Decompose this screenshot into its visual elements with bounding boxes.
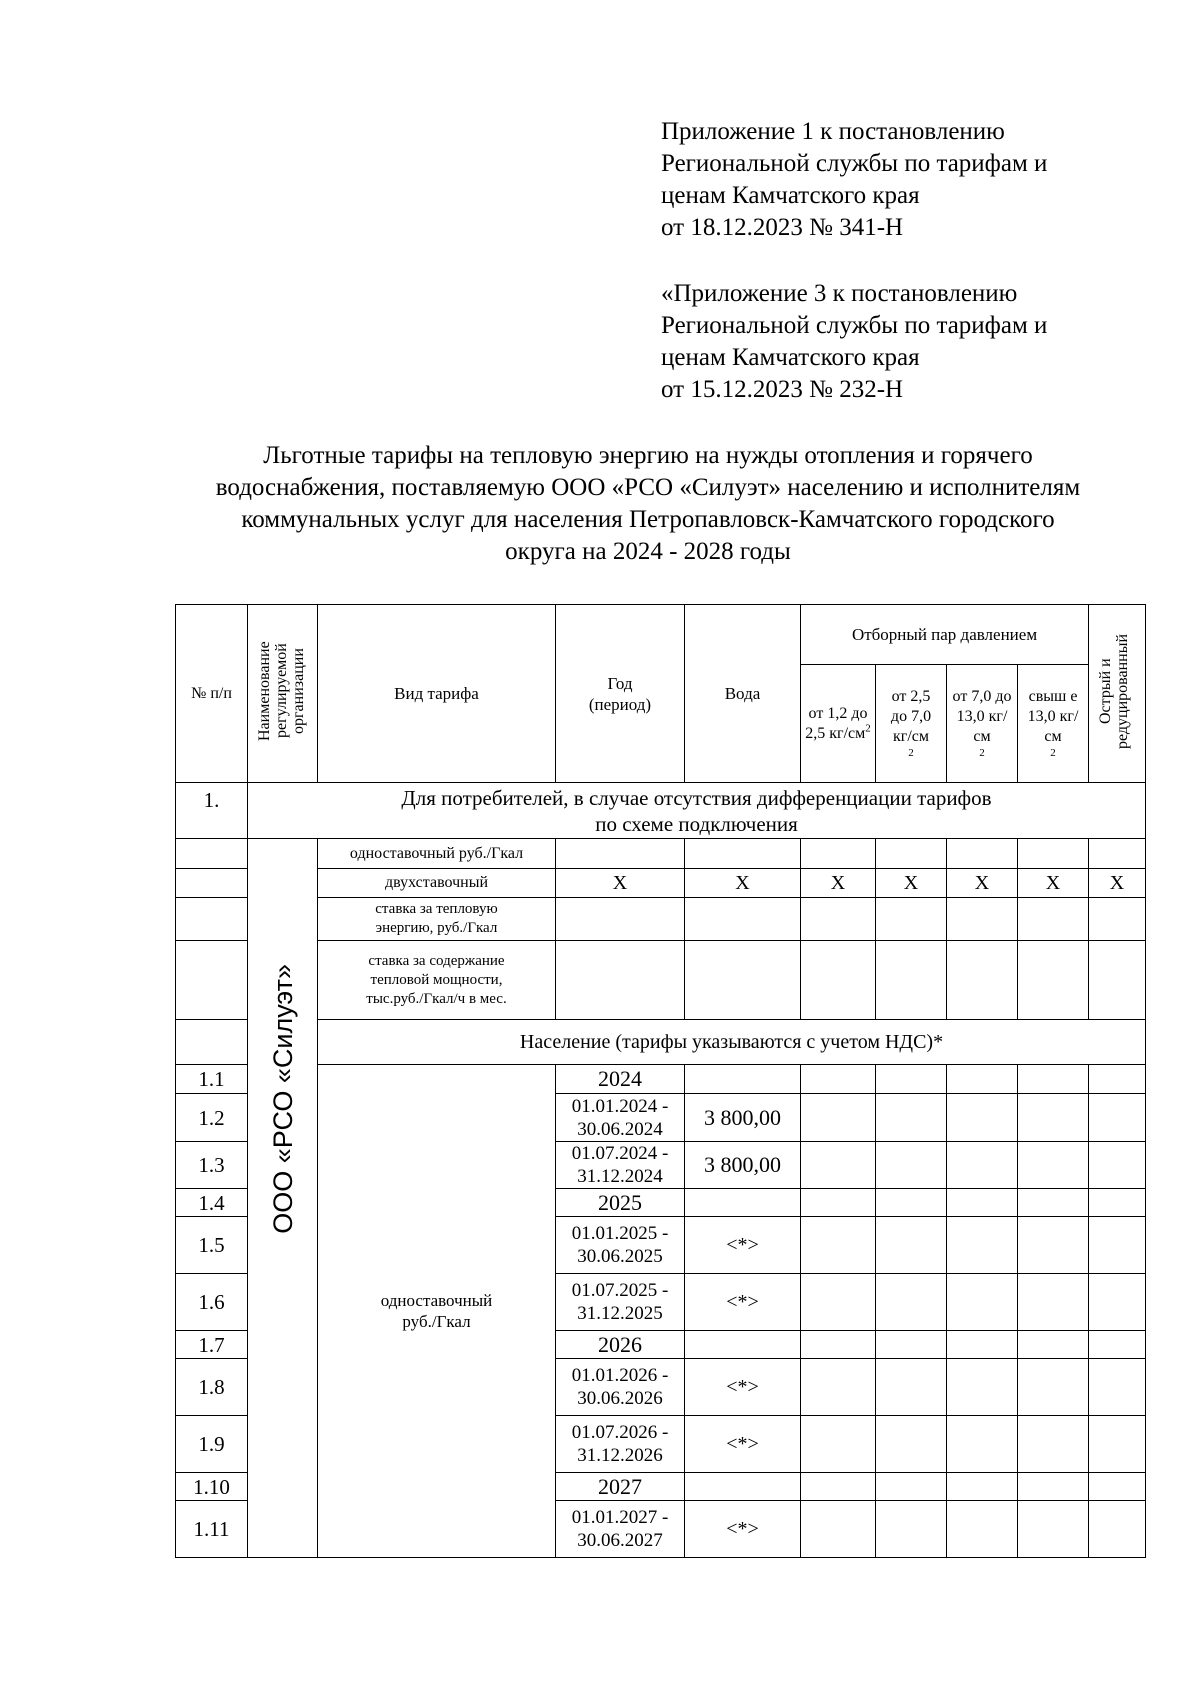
row-period: [556, 1501, 685, 1558]
row-water: [685, 1189, 801, 1217]
empty-cell: [876, 1416, 947, 1473]
x-mark: X: [801, 869, 876, 898]
row-num: 1.10: [176, 1473, 248, 1501]
header-pressure-1: [801, 665, 876, 783]
empty-cell: [801, 898, 876, 941]
header-pressure-4: [1018, 665, 1089, 783]
header-type: Вид тарифа: [318, 605, 556, 783]
period-line: 31.12.2025: [577, 1303, 663, 1324]
rate-row: [176, 839, 1146, 869]
empty-cell: [1089, 1065, 1146, 1094]
rate-row: [176, 898, 1146, 941]
empty-cell: [1089, 1416, 1146, 1473]
header-pressure-3-sub: 2: [979, 747, 985, 759]
empty-cell: [1089, 1274, 1146, 1331]
header-steam-group: Отборный пар давлением: [801, 605, 1089, 665]
row-period: [556, 1094, 685, 1142]
empty-cell: [876, 1065, 947, 1094]
section-num: 1.: [176, 783, 248, 839]
row-num: 1.1: [176, 1065, 248, 1094]
x-mark: X: [1018, 869, 1089, 898]
appendix-1-line: Приложение 1 к постановлению: [661, 118, 1005, 145]
empty-cell: [801, 1416, 876, 1473]
header-row: [176, 605, 1146, 665]
appendix-3-line: «Приложение 3 к постановлению: [661, 280, 1018, 307]
row-water: 3 800,00: [685, 1094, 801, 1142]
empty-cell: [1089, 898, 1146, 941]
empty-cell: [801, 1501, 876, 1558]
org-name: ООО «РСО «Силуэт»: [267, 964, 298, 1234]
org-name-cell: [248, 839, 318, 1558]
row-water: <*>: [685, 1359, 801, 1416]
empty-cell: [685, 839, 801, 869]
empty-cell: [947, 1065, 1018, 1094]
row-water: [685, 1331, 801, 1359]
empty-cell: [801, 1473, 876, 1501]
row-num: 1.2: [176, 1094, 248, 1142]
empty-cell: [801, 1217, 876, 1274]
row-period: 2027: [556, 1473, 685, 1501]
population-rate: [318, 1065, 556, 1558]
row-period: [556, 1274, 685, 1331]
empty-cell: [1089, 1142, 1146, 1189]
period-line: 30.06.2026: [577, 1388, 663, 1409]
population-rate-line: одноставочный: [380, 1291, 493, 1310]
empty-cell: [1018, 1189, 1089, 1217]
empty-cell: [801, 1094, 876, 1142]
empty-cell: [947, 1189, 1018, 1217]
period-line: 30.06.2027: [577, 1530, 663, 1551]
empty-cell: [947, 1501, 1018, 1558]
empty-cell: [1089, 1331, 1146, 1359]
period-line: 01.01.2024 -: [571, 1095, 669, 1117]
period-line: 01.07.2025 -: [571, 1280, 669, 1301]
x-mark: X: [876, 869, 947, 898]
empty-cell: [176, 869, 248, 898]
empty-cell: [176, 941, 248, 1020]
empty-cell: [1018, 941, 1089, 1020]
empty-cell: [1018, 1094, 1089, 1142]
empty-cell: [1018, 839, 1089, 869]
appendix-1-heading: [661, 116, 1047, 244]
rate-row: [176, 941, 1146, 1020]
empty-cell: [1089, 839, 1146, 869]
row-period: [556, 1359, 685, 1416]
x-mark: X: [556, 869, 685, 898]
header-pressure-4-text: свыш е 13,0 кг/см: [1027, 688, 1079, 745]
empty-cell: [947, 1416, 1018, 1473]
title-line: водоснабжения, поставляемую ООО «РСО «Силуэт» населению и исполнителям: [215, 474, 1081, 501]
empty-cell: [1089, 1501, 1146, 1558]
empty-cell: [801, 1274, 876, 1331]
empty-cell: [876, 1274, 947, 1331]
empty-cell: [1089, 1473, 1146, 1501]
empty-cell: [1089, 1359, 1146, 1416]
appendix-3-heading: [661, 278, 1047, 406]
row-period: 2026: [556, 1331, 685, 1359]
empty-cell: [1018, 1274, 1089, 1331]
empty-cell: [1089, 1189, 1146, 1217]
tariff-table: [175, 604, 1146, 1558]
appendix-1-line: от 18.12.2023 № 341-Н: [661, 214, 904, 241]
header-pressure-4-sub: 2: [1050, 747, 1056, 759]
empty-cell: [876, 1142, 947, 1189]
row-water: 3 800,00: [685, 1142, 801, 1189]
empty-cell: [1018, 1142, 1089, 1189]
empty-cell: [556, 898, 685, 941]
row-num: 1.7: [176, 1331, 248, 1359]
empty-cell: [947, 1274, 1018, 1331]
period-line: 30.06.2025: [577, 1246, 663, 1267]
empty-cell: [1089, 1217, 1146, 1274]
title-line: округа на 2024 - 2028 годы: [505, 538, 791, 565]
empty-cell: [801, 1065, 876, 1094]
section-title-line: Для потребителей, в случае отсутствия дифференциации тарифов: [401, 785, 992, 810]
empty-cell: [1018, 1473, 1089, 1501]
empty-cell: [176, 1020, 248, 1065]
section-title-line: по схеме подключения: [595, 811, 798, 836]
empty-cell: [685, 941, 801, 1020]
population-row: [176, 1020, 1146, 1065]
header-org: [248, 605, 318, 783]
population-rate-line: руб./Гкал: [402, 1312, 471, 1331]
appendix-3-line: ценам Камчатского края: [661, 344, 920, 371]
row-water: <*>: [685, 1416, 801, 1473]
empty-cell: [176, 839, 248, 869]
header-pressure-1-sup: 2: [865, 722, 871, 735]
row-water: [685, 1065, 801, 1094]
period-line: 01.07.2024 -: [571, 1143, 669, 1164]
header-pressure-3: [947, 665, 1018, 783]
empty-cell: [1018, 1501, 1089, 1558]
header-pressure-3-text: от 7,0 до 13,0 кг/см: [952, 688, 1012, 745]
empty-cell: [1018, 1359, 1089, 1416]
document-title: [150, 440, 1146, 568]
empty-cell: [685, 898, 801, 941]
empty-cell: [1018, 898, 1089, 941]
row-period: 2025: [556, 1189, 685, 1217]
empty-cell: [947, 839, 1018, 869]
empty-cell: [801, 1142, 876, 1189]
row-period: [556, 1416, 685, 1473]
x-mark: X: [685, 869, 801, 898]
row-water: [685, 1473, 801, 1501]
empty-cell: [801, 1359, 876, 1416]
rate-capacity: ставка за содержание тепловой мощности, тыс.руб./Гкал/ч в мес.: [318, 941, 556, 1020]
rate-energy: ставка за тепловую энергию, руб./Гкал: [318, 898, 556, 941]
period-line: 01.01.2027 -: [571, 1507, 669, 1528]
header-pressure-2-sub: 2: [908, 747, 914, 759]
section-row: [176, 783, 1146, 839]
title-line: Льготные тарифы на тепловую энергию на нужды отопления и горячего: [263, 442, 1033, 469]
header-water: Вода: [685, 605, 801, 783]
empty-cell: [801, 941, 876, 1020]
empty-cell: [947, 1331, 1018, 1359]
rate-double: двухставочный: [318, 869, 556, 898]
empty-cell: [876, 1331, 947, 1359]
empty-cell: [876, 1094, 947, 1142]
empty-cell: [947, 1142, 1018, 1189]
row-num: 1.11: [176, 1501, 248, 1558]
row-period: [556, 1142, 685, 1189]
section-title: [248, 783, 1146, 839]
row-water: <*>: [685, 1274, 801, 1331]
period-line: 01.01.2026 -: [571, 1365, 669, 1386]
appendix-3-line: от 15.12.2023 № 232-Н: [661, 376, 904, 403]
empty-cell: [876, 898, 947, 941]
empty-cell: [801, 1189, 876, 1217]
empty-cell: [876, 1217, 947, 1274]
empty-cell: [1018, 1331, 1089, 1359]
table-row: [176, 1065, 1146, 1094]
empty-cell: [947, 1217, 1018, 1274]
empty-cell: [556, 941, 685, 1020]
appendix-3-line: Региональной службы по тарифам и: [661, 312, 1048, 339]
row-num: 1.4: [176, 1189, 248, 1217]
period-line: 31.12.2024: [577, 1166, 663, 1187]
empty-cell: [947, 1359, 1018, 1416]
row-water: <*>: [685, 1217, 801, 1274]
header-pressure-1-text: от 1,2 до 2,5 кг/см: [805, 704, 868, 742]
header-num: № п/п: [176, 605, 248, 783]
header-year: Год (период): [556, 605, 685, 783]
empty-cell: [947, 898, 1018, 941]
period-line: 01.01.2025 -: [571, 1223, 669, 1244]
rate-row: [176, 869, 1146, 898]
x-mark: X: [1089, 869, 1146, 898]
empty-cell: [1089, 941, 1146, 1020]
header-sharp-text: Острый и редуцированный: [1097, 633, 1132, 749]
row-period: 2024: [556, 1065, 685, 1094]
population-header: Население (тарифы указываются с учетом НДС)*: [318, 1020, 1146, 1065]
empty-cell: [176, 898, 248, 941]
header-pressure-2: [876, 665, 947, 783]
empty-cell: [876, 1501, 947, 1558]
row-num: 1.8: [176, 1359, 248, 1416]
empty-cell: [876, 1473, 947, 1501]
empty-cell: [947, 1094, 1018, 1142]
empty-cell: [1018, 1416, 1089, 1473]
empty-cell: [876, 1189, 947, 1217]
empty-cell: [1018, 1065, 1089, 1094]
period-line: 01.07.2026 -: [571, 1422, 669, 1443]
header-org-text: Наименование регулируемой организации: [255, 641, 307, 741]
empty-cell: [947, 941, 1018, 1020]
title-line: коммунальных услуг для населения Петропавловск-Камчатского городского: [241, 506, 1055, 533]
rate-single: одноставочный руб./Гкал: [318, 839, 556, 869]
empty-cell: [876, 1359, 947, 1416]
row-num: 1.6: [176, 1274, 248, 1331]
header-pressure-2-text: от 2,5 до 7,0 кг/см: [890, 688, 932, 745]
empty-cell: [876, 839, 947, 869]
row-water: <*>: [685, 1501, 801, 1558]
empty-cell: [947, 1473, 1018, 1501]
x-mark: X: [947, 869, 1018, 898]
header-sharp: [1089, 605, 1146, 783]
empty-cell: [1018, 1217, 1089, 1274]
empty-cell: [876, 941, 947, 1020]
row-num: 1.5: [176, 1217, 248, 1274]
empty-cell: [556, 839, 685, 869]
appendix-1-line: ценам Камчатского края: [661, 182, 920, 209]
period-line: 31.12.2026: [577, 1445, 663, 1466]
row-period: [556, 1217, 685, 1274]
empty-cell: [801, 839, 876, 869]
row-num: 1.3: [176, 1142, 248, 1189]
row-num: 1.9: [176, 1416, 248, 1473]
empty-cell: [1089, 1094, 1146, 1142]
period-line: 30.06.2024: [577, 1118, 663, 1140]
appendix-1-line: Региональной службы по тарифам и: [661, 150, 1048, 177]
empty-cell: [801, 1331, 876, 1359]
